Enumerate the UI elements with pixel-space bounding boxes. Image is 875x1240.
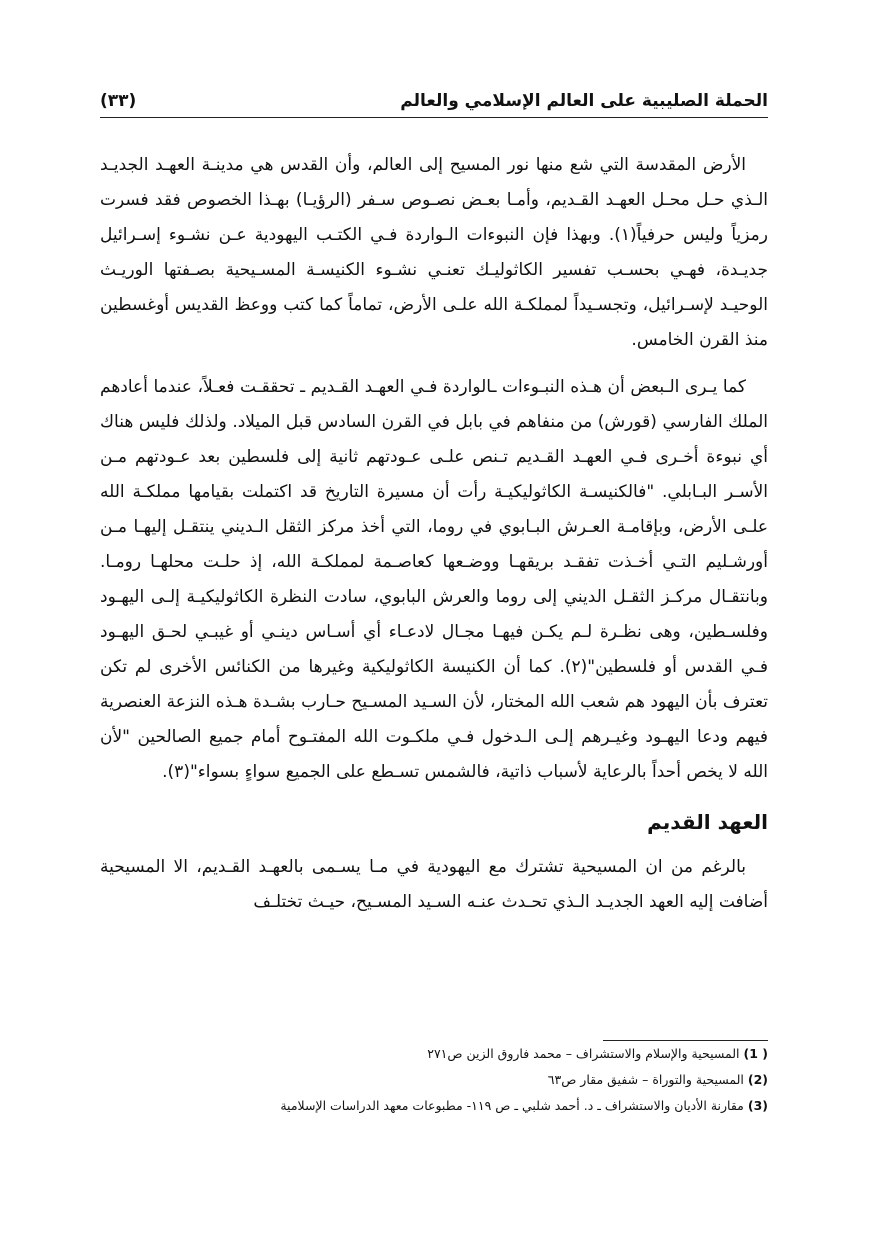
page-number: (٣٣)	[100, 91, 137, 111]
footnote-text: المسيحية والإسلام والاستشراف – محمد فاروق الزين ص٢٧١	[427, 1046, 740, 1061]
footnote-marker: (2)	[747, 1072, 768, 1087]
footnote-text: مقارنة الأديان والاستشراف ـ د. أحمد شلبي ـ ص ١١٩- مطبوعات معهد الدراسات الإسلامية	[280, 1098, 744, 1113]
footnote-text: المسيحية والتوراة – شفيق مقار ص٦٣	[547, 1072, 744, 1087]
paragraph-1: الأرض المقدسة التي شع منها نور المسيح إلى العالم، وأن القدس هي مدينـة العهـد الجديـد الـذي حـل محـل العهـد القـديم، وأمـا بعـض نصـوص سـفر (الرؤيـا) بهـذا الخصوص فقد فسرت رمزياً وليس حرفياً(١). وبهذا فإن النبوءات الـواردة فـي الكتـب اليهودية عـن نشـوء إسـرائيل جديـدة، فهـي بحسـب تفسير الكاثوليـك تعنـي نشـوء الكنيسـة المسـيحية بصـفتها الوريـث الوحيـد لإسـرائيل، وتجسـيداً لمملكـة الله علـى الأرض، تماماً كما كتب ووعظ القديس أوغسطين منذ القرن الخامس.	[100, 155, 768, 350]
footnote-marker: ( 1)	[743, 1046, 768, 1061]
running-title: الحملة الصليبية على العالم الإسلامي والعالم	[400, 91, 768, 111]
footnote-2	[100, 1067, 768, 1093]
body-text	[100, 148, 768, 932]
footnote-1	[100, 1041, 768, 1067]
paragraph-2: كما يـرى الـبعض أن هـذه النبـوءات ـالواردة فـي العهـد القـديم ـ تحققـت فعـلاً، عندما أعادهم الملك الفارسي (قورش) من منفاهم في بابل في القرن السادس قبل الميلاد. ولذلك فليس هناك أي نبوءة أخـرى فـي العهـد القـديم تـنص علـى عـودتهم ثانية إلى فلسطين بعد عـودتهم مـن الأسـر البـابلي. "فالكنيسـة الكاثوليكيـة رأت أن مسيرة التاريخ قد اكتملت بقيامها مملكـة الله علـى الأرض، وبإقامـة العـرش البـابوي في روما، التي أخذ مركز الثقل الـديني ينتقـل إليهـا مـن أورشـليم التـي أخـذت تفقـد بريقهـا ووضـعها كعاصـمة لمملكـة الله، إذ حلـت محلهـا رومـا. وبانتقـال مركـز الثقـل الديني إلى روما والعرش البابوي، سادت النظرة الكاثوليكيـة إلـى اليهـود وفلسـطين، وهى نظـرة لـم يكـن فيهـا مجـال لادعـاء أي أسـاس دينـي أو غيبـي لحـق اليهـود فـي القدس أو فلسطين"(٢). كما أن الكنيسة الكاثوليكية وغيرها من الكنائس الأخرى لم تكن تعترف بأن اليهود هم شعب الله المختار، لأن السـيد المسـيح حـارب بشـدة هـذه النزعة العنصرية فيهم ودعا اليهـود وغيـرهم إلـى الـدخول فـي ملكـوت الله المفتـوح أمام جميع الصالحين "لأن الله لا يخص أحداً بالرعاية لأسباب ذاتية، فالشمس تسـطع على الجميع سواءٍ بسواء"(٣).	[100, 377, 768, 782]
paragraph-3: بالرغم من ان المسيحية تشترك مع اليهودية في مـا يسـمى بالعهـد القـديم، الا المسيحية أضافت إليه العهد الجديـد الـذي تحـدث عنـه السـيد المسـيح، حيـث تختلـف	[100, 857, 768, 912]
footnote-marker: (3)	[747, 1098, 768, 1113]
page-header	[100, 88, 768, 118]
section-heading: العهد القديم	[647, 810, 768, 834]
document-page	[100, 0, 768, 1240]
footnote-3	[100, 1093, 768, 1119]
footnotes	[100, 1040, 768, 1119]
